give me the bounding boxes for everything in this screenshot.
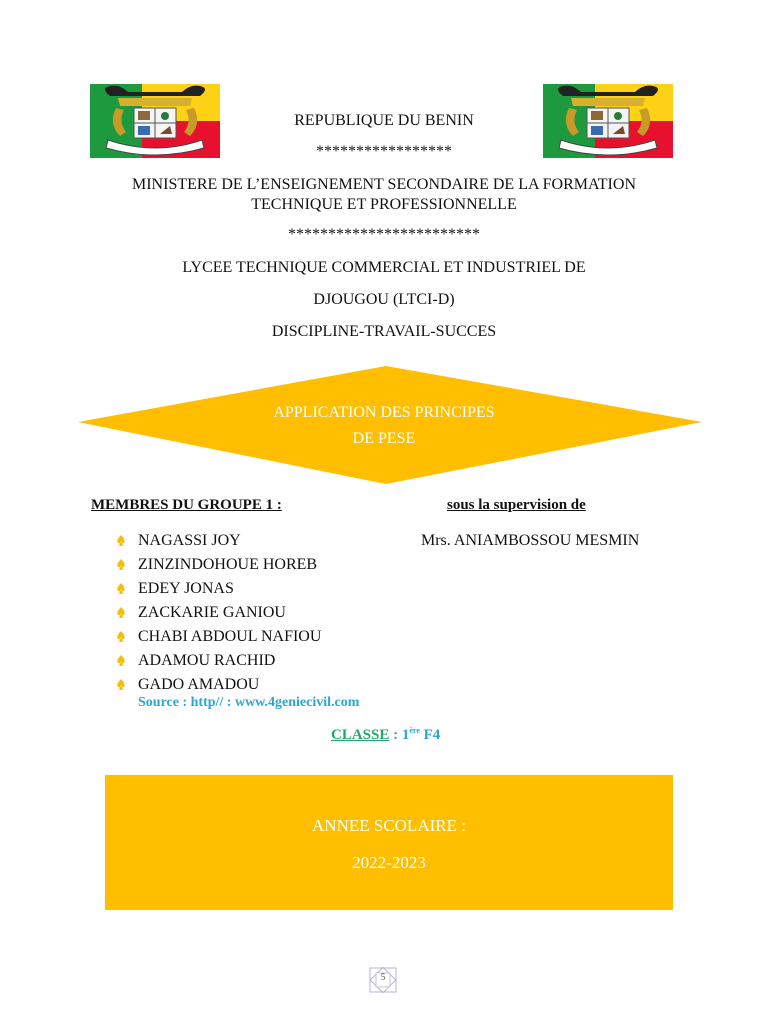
page-number: 5 xyxy=(380,972,386,982)
title-diamond xyxy=(78,366,702,484)
member-name: NAGASSI JOY xyxy=(138,532,241,549)
member-name: ADAMOU RACHID xyxy=(138,652,276,669)
ministry-line-1: MINISTERE DE L’ENSEIGNEMENT SECONDAIRE DE LA FORMATION xyxy=(132,176,636,193)
classe-line xyxy=(331,726,440,744)
classe-separator: : 1 xyxy=(389,727,410,743)
spade-bullet-icon xyxy=(116,559,126,571)
supervision-heading: sous la supervision de xyxy=(447,497,586,513)
list-item xyxy=(116,676,259,694)
list-item xyxy=(116,580,234,598)
school-year-value: 2022-2023 xyxy=(352,853,426,872)
list-item xyxy=(116,556,317,574)
member-name: CHABI ABDOUL NAFIOU xyxy=(138,628,322,645)
members-heading: MEMBRES DU GROUPE 1 : xyxy=(91,497,282,513)
list-item xyxy=(116,604,286,622)
member-name: ZINZINDOHOUE HOREB xyxy=(138,556,318,573)
school-line-1: LYCEE TECHNIQUE COMMERCIAL ET INDUSTRIEL DE xyxy=(182,259,586,276)
school-motto: DISCIPLINE-TRAVAIL-SUCCES xyxy=(271,323,497,340)
spade-bullet-icon xyxy=(116,631,126,643)
spade-bullet-icon xyxy=(116,607,126,619)
list-item xyxy=(116,652,275,670)
list-item xyxy=(116,532,241,550)
spade-bullet-icon xyxy=(116,535,126,547)
source-link[interactable]: Source : http// : www.4geniecivil.com xyxy=(138,695,360,710)
classe-value: F4 xyxy=(419,727,441,743)
republic-title: REPUBLIQUE DU BENIN xyxy=(294,112,474,129)
title-line-1: APPLICATION DES PRINCIPES xyxy=(273,404,495,421)
school-year-label: ANNEE SCOLAIRE : xyxy=(312,816,466,835)
spade-bullet-icon xyxy=(116,583,126,595)
ministry-line-2: TECHNIQUE ET PROFESSIONNELLE xyxy=(251,196,517,213)
school-year-box xyxy=(105,775,673,910)
spade-bullet-icon xyxy=(116,655,126,667)
separator-stars: ************************ xyxy=(288,226,480,243)
separator-stars: ***************** xyxy=(316,143,452,160)
spade-bullet-icon xyxy=(116,679,126,691)
member-name: ZACKARIE GANIOU xyxy=(138,604,286,621)
title-line-2: DE PESE xyxy=(352,430,416,447)
supervisor-name: Mrs. ANIAMBOSSOU MESMIN xyxy=(421,532,640,549)
member-name: EDEY JONAS xyxy=(138,580,234,597)
school-line-2: DJOUGOU (LTCI-D) xyxy=(313,291,455,308)
classe-superscript: ère xyxy=(409,726,420,735)
member-name: GADO AMADOU xyxy=(138,676,260,693)
classe-label: CLASSE xyxy=(331,727,390,743)
list-item xyxy=(116,628,321,646)
